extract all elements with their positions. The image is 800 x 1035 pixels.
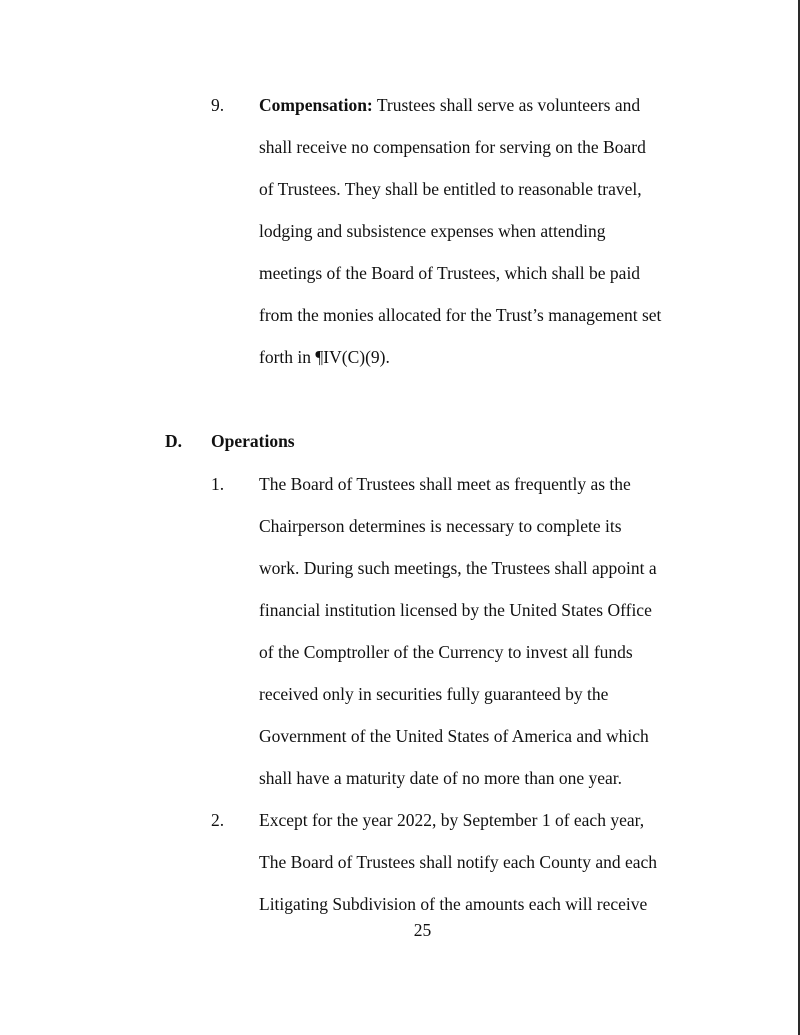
item-9-line-7: forth in ¶IV(C)(9). [259, 347, 390, 367]
item-9-line-6: from the monies allocated for the Trust’s management set [259, 305, 662, 325]
item-1-line-8: shall have a maturity date of no more than one year. [259, 768, 622, 788]
section-d-title: Operations [211, 431, 295, 451]
item-1-line-7: Government of the United States of America and which [259, 726, 649, 746]
item-1-line-2: Chairperson determines is necessary to complete its [259, 516, 622, 536]
item-1-number: 1. [211, 474, 225, 494]
page-number: 25 [413, 920, 432, 940]
section-d-letter: D. [165, 431, 183, 451]
item-9-number: 9. [211, 95, 225, 115]
item-2-number: 2. [211, 810, 225, 830]
item-9-line-4: lodging and subsistence expenses when attending [259, 221, 606, 241]
item-9-line-1 [259, 95, 640, 115]
item-9-line-3: of Trustees. They shall be entitled to reasonable travel, [259, 179, 642, 199]
item-9-line-1-text: Trustees shall serve as volunteers and [372, 95, 641, 115]
item-2-line-2: The Board of Trustees shall notify each County and each [259, 852, 658, 872]
item-9-line-5: meetings of the Board of Trustees, which shall be paid [259, 263, 641, 283]
item-1-line-1: The Board of Trustees shall meet as frequently as the [259, 474, 631, 494]
item-2-line-1: Except for the year 2022, by September 1 of each year, [259, 810, 645, 830]
item-9-line-2: shall receive no compensation for serving on the Board [259, 137, 646, 157]
item-2-line-3: Litigating Subdivision of the amounts each will receive [259, 894, 648, 914]
item-1-line-3: work. During such meetings, the Trustees shall appoint a [259, 558, 657, 578]
item-1-line-5: of the Comptroller of the Currency to invest all funds [259, 642, 633, 662]
item-9-heading: Compensation: [259, 95, 373, 115]
item-1-line-6: received only in securities fully guaranteed by the [259, 684, 609, 704]
item-1-line-4: financial institution licensed by the United States Office [259, 600, 652, 620]
